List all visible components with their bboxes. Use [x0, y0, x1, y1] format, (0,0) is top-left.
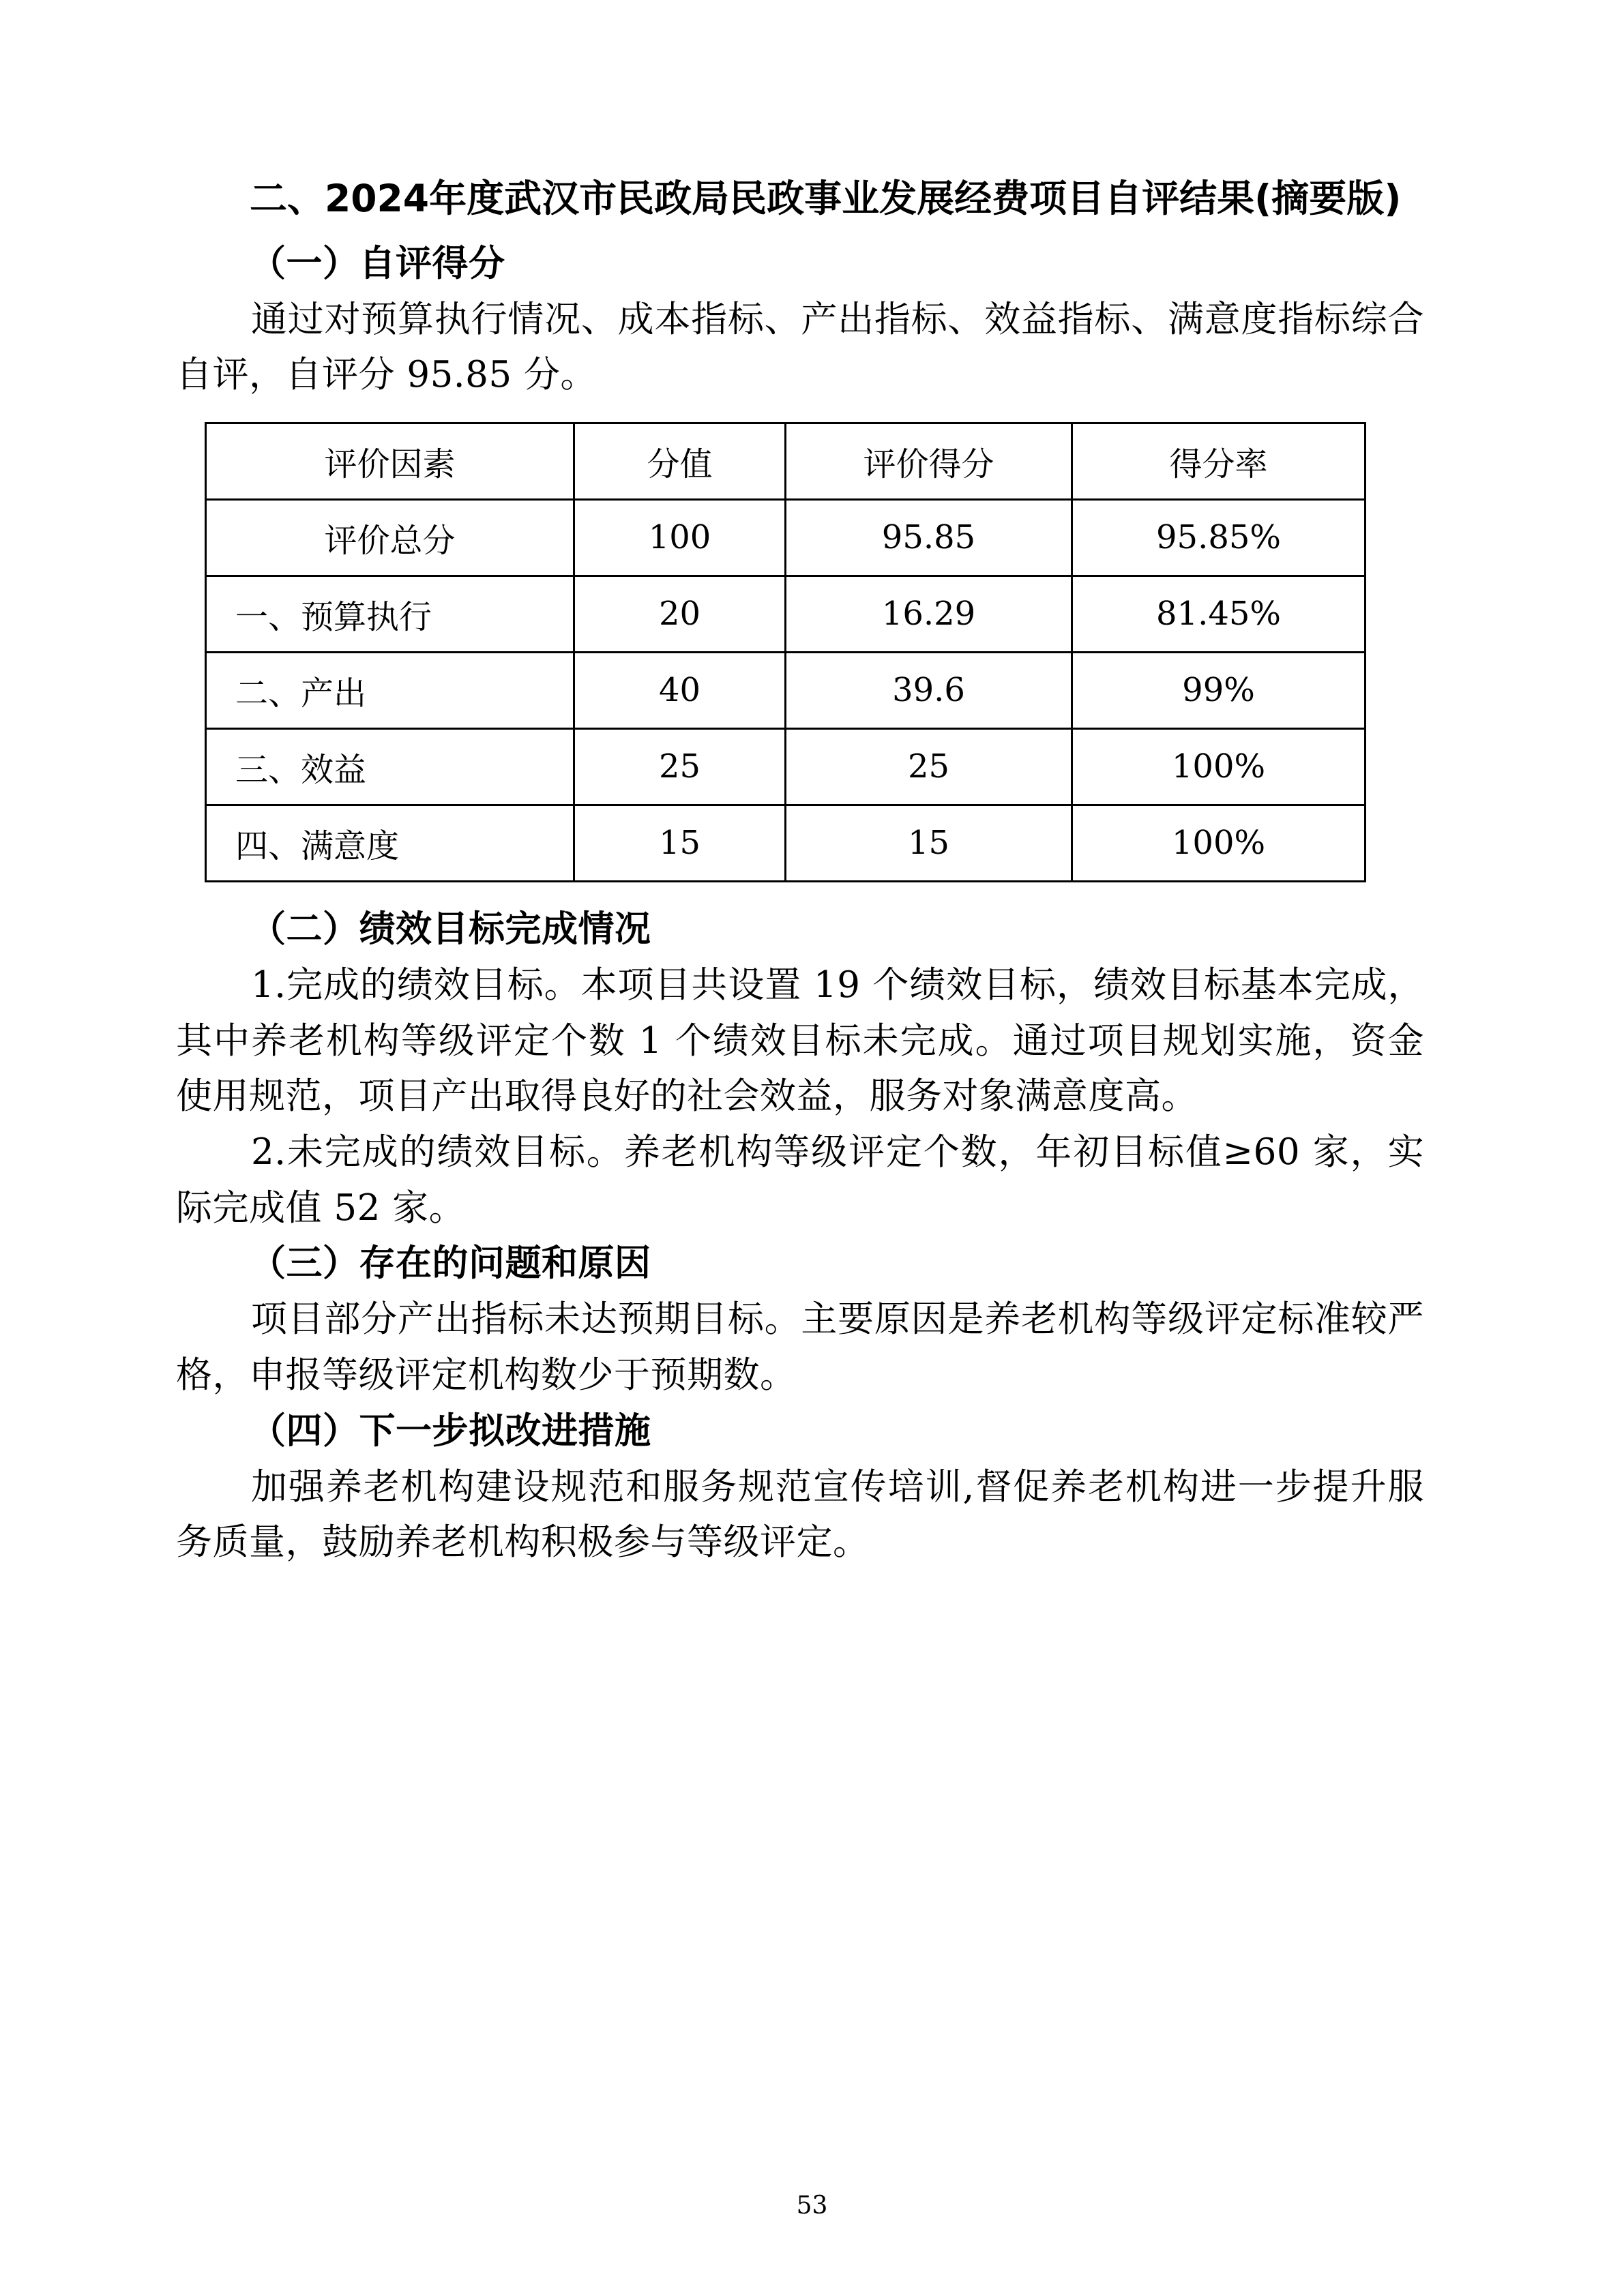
cell-factor: 一、预算执行 [206, 576, 574, 652]
cell-points: 15 [574, 805, 786, 881]
table-row [206, 499, 1365, 576]
paragraph-uncompleted-targets: 2.未完成的绩效目标。养老机构等级评定个数，年初目标值≥60 家，实际完成值 52 家。 [176, 1131, 1424, 1229]
subsection-heading-3: （三）存在的问题和原因 [250, 1242, 651, 1285]
page-number: 53 [796, 2192, 828, 2220]
subsection-heading-4: （四）下一步拟改进措施 [250, 1410, 651, 1452]
cell-rate: 100% [1072, 728, 1365, 805]
cell-score: 16.29 [786, 576, 1072, 652]
table-row [206, 576, 1365, 652]
cell-score: 39.6 [786, 652, 1072, 728]
cell-points: 20 [574, 576, 786, 652]
cell-points: 25 [574, 728, 786, 805]
table-row [206, 805, 1365, 881]
cell-factor: 四、满意度 [206, 805, 574, 881]
document-body [176, 170, 1424, 1570]
cell-rate: 81.45% [1072, 576, 1365, 652]
cell-score: 25 [786, 728, 1072, 805]
cell-factor: 三、效益 [206, 728, 574, 805]
column-header-factor: 评价因素 [206, 423, 574, 499]
table-header-row [206, 423, 1365, 499]
column-header-score: 评价得分 [786, 423, 1072, 499]
cell-rate: 95.85% [1072, 499, 1365, 576]
column-header-rate: 得分率 [1072, 423, 1365, 499]
cell-points: 40 [574, 652, 786, 728]
column-header-points: 分值 [574, 423, 786, 499]
cell-rate: 100% [1072, 805, 1365, 881]
paragraph-improvement-measures: 加强养老机构建设规范和服务规范宣传培训,督促养老机构进一步提升服务质量，鼓励养老机构积极参与等级评定。 [176, 1465, 1424, 1564]
cell-rate: 99% [1072, 652, 1365, 728]
cell-score: 15 [786, 805, 1072, 881]
table-row [206, 728, 1365, 805]
table-row [206, 652, 1365, 728]
cell-points: 100 [574, 499, 786, 576]
subsection-heading-1: （一）自评得分 [250, 242, 505, 284]
subsection-heading-2: （二）绩效目标完成情况 [250, 908, 651, 950]
paragraph-self-evaluation-score: 通过对预算执行情况、成本指标、产出指标、效益指标、满意度指标综合自评，自评分 95.85 分。 [176, 298, 1424, 396]
paragraph-completed-targets: 1.完成的绩效目标。本项目共设置 19 个绩效目标，绩效目标基本完成，其中养老机构等级评定个数 1 个绩效目标未完成。通过项目规划实施，资金使用规范，项目产出取得良好的社会效益，服务对象满意度高。 [176, 964, 1424, 1118]
cell-score: 95.85 [786, 499, 1072, 576]
paragraph-problems-and-causes: 项目部分产出指标未达预期目标。主要原因是养老机构等级评定标准较严格，申报等级评定机构数少于预期数。 [176, 1298, 1424, 1396]
score-table [205, 422, 1366, 882]
page-title: 二、2024年度武汉市民政局民政事业发展经费项目自评结果(摘要版) [250, 177, 1402, 220]
cell-factor: 评价总分 [206, 499, 574, 576]
cell-factor: 二、产出 [206, 652, 574, 728]
